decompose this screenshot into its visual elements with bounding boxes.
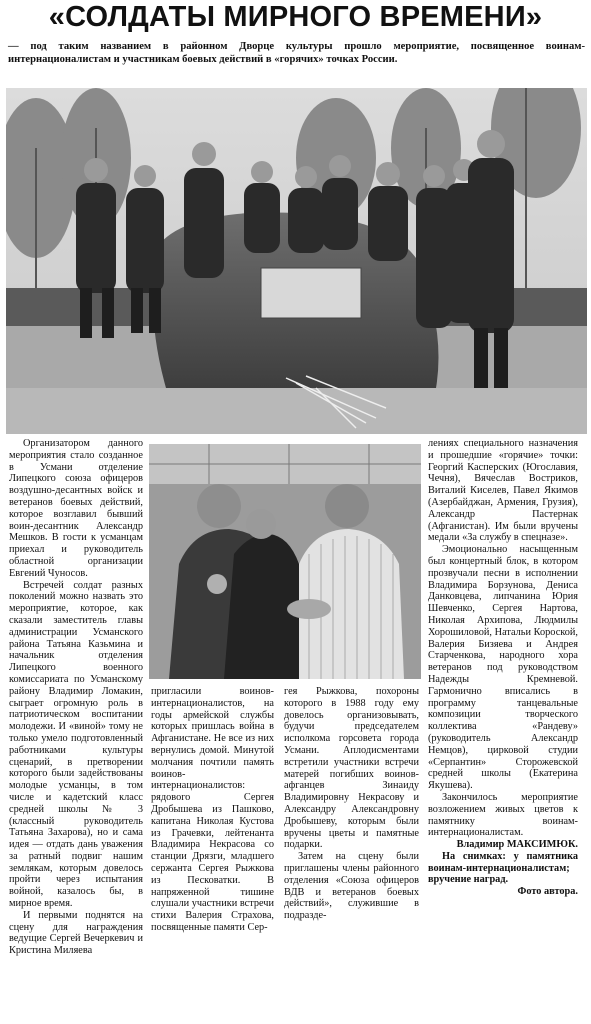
paragraph: пригласили воинов-интернационалистов, на годы армейской службы которых пришлась война в Афганистане. Не все из них вернулись домой. Минутой молчания почтили память воинов-интернационалистов: рядового Сергея Дробышева из Пашково, капитана Николая Кустова из Грачевки, лейтенанта Владимира Некрасова со станции Дрязги, младшего сержанта Сергея Рыжкова из Песковатки. В напряженной тишине слушали участники встречи стихи Валерия Страхова, посвященные памяти Сер- [151,686,274,933]
photo-caption: На снимках: у памятника воинам-интернационалистам; вручение наград. [428,850,578,886]
author-signature: Владимир МАКСИМЮК. [456,839,578,851]
paragraph: Эмоционально насыщенным был концертный блок, в котором прозвучали песни в исполнении Владимира Борзунова, Дениса Данковцева, липчанина Юрия Шевченко, Сергея Нартова, Николая Архипова, Людмилы Хорошиловой, Натальи Короской, Валерия Бизяева и Андрея Старченкова, народного хора ветеранов под руководством Надежды Кремневой. Гармонично вписались в программу танцевальные композиции творческого коллектива «Рандеву» (руководитель Александр Немцов), цирковой студии «Серпантин» Сторожевской средней школы (Екатерина Якушева). [428,544,578,792]
award-ceremony-photo [149,444,421,679]
text-column-1 [9,438,143,957]
paragraph: лениях специального назначения и прошедшие «горячие» точки: Георгий Касперских (Югославия, Чечня), Вячеслав Востриков, Виталий Киселев, Павел Якимов (Азербайджан, Армения, Грузия), Александр Пастернак (Афганистан). Им были вручены медали «За службу в спецназе». [428,438,578,544]
text-column-3 [284,686,419,922]
text-column-2 [151,686,274,934]
photo-credit: Фото автора. [517,886,578,898]
paragraph: И первыми поднятся на сцену для награждения ведущие Сергей Вечеркевич и Кристина Миляева [9,909,143,957]
lead-paragraph: — под таким названием в районном Дворце культуры прошло мероприятие, посвященное воинам-интернационалистам и участникам боевых действий в «горячих» точках России. [8,41,585,65]
text-column-4 [428,438,578,898]
paragraph: Закончилось мероприятие возложением живых цветов к памятнику воинам-интернационалистам. [428,791,578,839]
paragraph: Встречей солдат разных поколений можно назвать это мероприятие, которое, как сказали заместитель главы администрации Усманского района Татьяна Казьмина и начальник отделения Липецкого военного комиссариата по Усманскому району Владимир Ломакин, сыграет огромную роль в патриотическом воспитании молодежи. И «виной» тому не только умело подготовленный работниками культуры сценарий, в претворении которого были задействованы молодые усманцы, в том числе и кадетский класс средней школы № 3 (классный руководитель Татьяна Захарова), но и сама идея — отдать дань уважения за ратный подвиг нашим землякам, которым довелось пройти через испытания войной, казалось бы, в мирное время. [9,579,143,910]
paragraph: гея Рыжкова, похороны которого в 1988 году ему довелось организовывать, будучи председателем исполкома горсовета города Усмани. Аплодисментами встретили участники встречи матерей погибших воинов-афганцев Зинаиду Владимировну Некрасову и Александру Александровну Дробышеву, которым были вручены цветы и памятные подарки. [284,686,419,851]
headline: «СОЛДАТЫ МИРНОГО ВРЕМЕНИ» [48,1,543,33]
paragraph: Организатором данного мероприятия стало созданное в Усмани отделение Липецкого союза офицеров воздушно-десантных войск и ветеранов боевых действий, которое возглавил бывший воин-десантник Александр Мешков. В гости к усманцам приехал и руководитель областной организации Евгений Чуносов. [9,438,143,579]
paragraph: Затем на сцену были приглашены члены районного отделения «Союза офицеров ВДВ и ветеранов боевых действий», служившие в подразде- [284,851,419,922]
monument-group-photo [6,88,587,434]
